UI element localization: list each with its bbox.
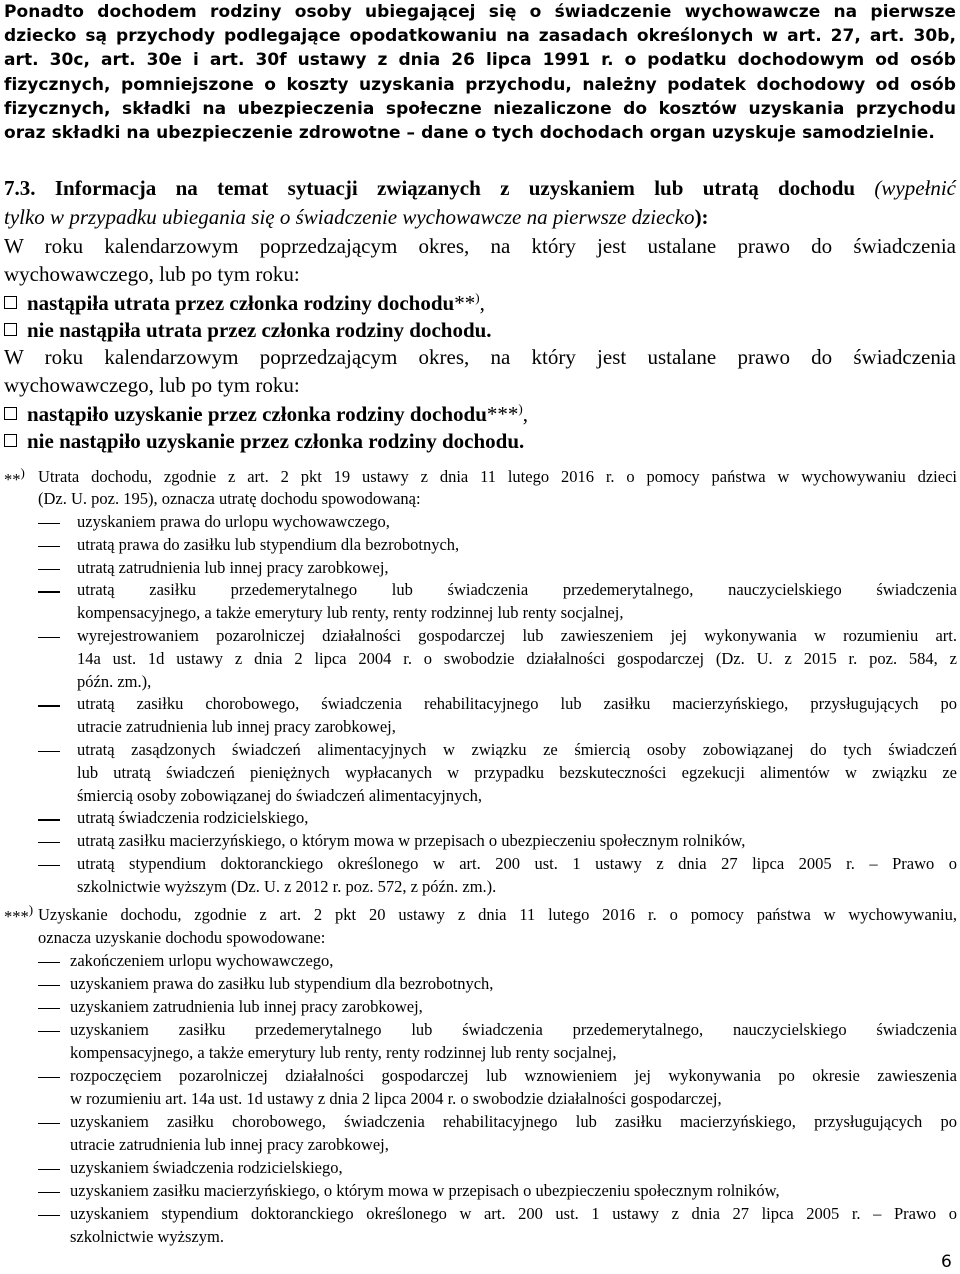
list-item-line: uzyskaniem prawa do urlopu wychowawczego,	[77, 512, 390, 531]
section-hint	[4, 205, 956, 230]
list-dash	[38, 842, 60, 843]
list-dash	[38, 1215, 60, 1216]
list-dash	[38, 1169, 60, 1170]
footnote-marker	[4, 465, 25, 490]
list-item-line: śmiercią osoby zobowiązanej do świadczeń alimentacyjnych,	[77, 785, 483, 805]
list-item-line: utratą prawa do zasiłku lub stypendium dla bezrobotnych,	[77, 534, 460, 554]
footnote-line: Utrata dochodu, zgodnie z art. 2 pkt 19 ustawy z dnia 11 lutego 2016 r. o pomocy państwa w wychowywaniu dzieci	[38, 467, 957, 486]
list-item-line: kompensacyjnego, a także emerytury lub renty, renty rodzinnej lub renty socjalnej,	[70, 1043, 617, 1062]
section-title: Informacja na temat sytuacji związanych z uzyskaniem lub utratą dochodu	[54, 176, 856, 200]
list-dash	[38, 865, 60, 866]
list-item-line: kompensacyjnego, a także emerytury lub renty, renty rodzinnej lub renty socjalnej,	[77, 603, 624, 623]
option-income-not-lost[interactable]	[4, 318, 956, 343]
list-item-line: uzyskaniem zatrudnienia lub innej pracy zarobkowej,	[70, 997, 423, 1016]
option-label: nie nastąpiło uzyskanie przez członka rodziny dochodu.	[27, 429, 525, 453]
intro-line: fizycznych, pomniejszone o koszty uzyskania przychodu, należny podatek dochodowy od osób	[4, 74, 956, 95]
footnote-line: Uzyskanie dochodu, zgodnie z art. 2 pkt 20 ustawy z dnia 11 lutego 2016 r. o pomocy państwa w wychowywaniu,	[38, 905, 957, 924]
list-item-line: rozpoczęciem pozarolniczej działalności gospodarczej lub wznowieniem jej wykonywania po okresie zawieszenia	[70, 1066, 957, 1085]
page-number: 6	[941, 1252, 952, 1272]
list-item-line: utratą świadczenia rodzicielskiego,	[77, 808, 309, 828]
section-heading	[4, 176, 956, 201]
section-hint-close: ):	[694, 205, 709, 229]
list-dash	[38, 985, 60, 986]
checkbox[interactable]	[4, 434, 17, 447]
list-dash	[38, 591, 60, 592]
list-item-line: uzyskaniem świadczenia rodzicielskiego,	[70, 1158, 343, 1177]
section-hint-text: tylko w przypadku ubiegania się o świadczenie wychowawcze na pierwsze dziecko	[4, 205, 695, 229]
list-dash	[38, 546, 60, 547]
list-item-line: utratą zasiłku chorobowego, świadczenia rehabilitacyjnego lub zasiłku macierzyńskiego, przysługujących po	[77, 694, 957, 714]
checkbox[interactable]	[4, 323, 17, 336]
list-item-line: utratą zatrudnienia lub innej pracy zarobkowej,	[77, 557, 389, 577]
list-dash	[38, 819, 60, 820]
list-item-line: 14a ust. 1d ustawy z dnia 2 lipca 2004 r. o swobodzie działalności gospodarczej (Dz. U. z 2015 r. poz. 584, z	[77, 648, 957, 668]
para1-line: wychowawczego, lub po tym roku:	[4, 262, 300, 286]
footnote-line: oznacza uzyskanie dochodu spowodowane:	[38, 928, 326, 947]
list-dash	[38, 569, 60, 570]
list-item-line: utracie zatrudnienia lub innej pracy zarobkowej,	[70, 1135, 389, 1154]
footnote-ref: **	[454, 291, 476, 315]
list-dash	[38, 1123, 60, 1124]
list-item-line: utracie zatrudnienia lub innej pracy zarobkowej,	[77, 717, 396, 737]
option-income-lost[interactable]	[4, 290, 956, 316]
list-item-line: wyrejestrowaniem pozarolniczej działalności gospodarczej lub zawieszeniem jej wykonywania w rozumieniu art.	[77, 626, 957, 645]
list-dash	[38, 1031, 60, 1032]
list-item-line: zakończeniem urlopu wychowawczego,	[70, 951, 334, 970]
checkbox[interactable]	[4, 407, 17, 420]
option-income-gained[interactable]	[4, 401, 956, 427]
footnote-ref-sup: )	[518, 401, 523, 416]
list-item-line: szkolnictwie wyższym (Dz. U. z 2012 r. poz. 572, z późn. zm.).	[77, 876, 497, 896]
intro-line: Ponadto dochodem rodziny osoby ubiegającej się o świadczenie wychowawcze na pierwsze	[4, 2, 956, 22]
list-item-line: utratą zasiłku przedemerytalnego lub świadczenia przedemerytalnego, nauczycielskiego świadczenia	[77, 580, 957, 600]
footnote-mark-sup: )	[28, 902, 34, 917]
list-item-line: uzyskaniem zasiłku przedemerytalnego lub świadczenia przedemerytalnego, nauczycielskiego świadczenia	[70, 1020, 957, 1039]
section-hint-open: (wypełnić	[874, 176, 957, 200]
list-item-line: utratą zasądzonych świadczeń alimentacyjnych w związku ze śmiercią osoby zobowiązanej do tych świadczeń	[77, 740, 957, 759]
footnote-ref: ***	[486, 402, 519, 426]
list-dash	[38, 1077, 60, 1078]
list-dash	[38, 1192, 60, 1193]
intro-line: fizycznych, składki na ubezpieczenia społeczne niezaliczone do kosztów uzyskania przychodu	[4, 98, 956, 119]
list-dash	[38, 637, 60, 638]
footnote-line: (Dz. U. poz. 195), oznacza utratę dochodu spowodowaną:	[38, 489, 421, 508]
list-item-line: szkolnictwie wyższym.	[70, 1227, 224, 1246]
list-dash	[38, 523, 60, 524]
para2-line: W roku kalendarzowym poprzedzającym okres, na który jest ustalane prawo do świadczenia	[4, 345, 956, 369]
intro-paragraph	[4, 0, 956, 145]
option-income-not-gained[interactable]	[4, 429, 956, 454]
checkbox[interactable]	[4, 296, 17, 309]
intro-line: oraz składki na ubezpieczenie zdrowotne – dane o tych dochodach organ uzyskuje samodzielnie.	[4, 123, 935, 144]
para2-line: wychowawczego, lub po tym roku:	[4, 373, 300, 397]
list-item-line: uzyskaniem zasiłku chorobowego, świadczenia rehabilitacyjnego lub zasiłku macierzyńskiego, przysługujących po	[70, 1112, 957, 1131]
section-number: 7.3.	[4, 176, 36, 200]
list-item-line: utratą zasiłku macierzyńskiego, o którym mowa w przepisach o ubezpieczeniu społecznym rolników,	[77, 831, 746, 851]
list-item-line: uzyskaniem zasiłku macierzyńskiego, o którym mowa w przepisach o ubezpieczeniu społecznym rolników,	[70, 1181, 780, 1200]
list-dash	[38, 962, 60, 963]
footnote-ref-sup: )	[475, 290, 480, 305]
intro-line: art. 30c, art. 30e i art. 30f ustawy z dnia 26 lipca 1991 r. o podatku dochodowym od osób	[4, 50, 956, 71]
option-label: nie nastąpiła utrata przez członka rodziny dochodu.	[27, 318, 492, 342]
intro-line: dziecko są przychody podlegające opodatkowaniu na zasadach określonych w art. 27, art. 30b,	[4, 26, 956, 47]
footnote-mark: ***	[4, 907, 29, 926]
list-dash	[38, 1008, 60, 1009]
option-label: nastąpiło uzyskanie przez członka rodziny dochodu	[27, 402, 487, 426]
list-dash	[38, 751, 60, 752]
option-label: nastąpiła utrata przez członka rodziny dochodu	[27, 291, 455, 315]
footnote-marker	[4, 902, 33, 927]
option-comma: ,	[522, 402, 529, 426]
para1-line: W roku kalendarzowym poprzedzającym okres, na który jest ustalane prawo do świadczenia	[4, 234, 956, 258]
list-item-line: uzyskaniem stypendium doktoranckiego określonego w art. 200 ust. 1 ustawy z dnia 27 lipca 2005 r. – Prawo o	[70, 1204, 957, 1223]
list-item-line: utratą stypendium doktoranckiego określonego w art. 200 ust. 1 ustawy z dnia 27 lipca 2005 r. – Prawo o	[77, 854, 957, 873]
list-item-line: późn. zm.),	[77, 671, 152, 691]
list-item-line: lub utratą świadczeń pieniężnych wypłacanych w przypadku bezskuteczności egzekucji alimentów w związku ze	[77, 762, 957, 782]
option-comma: ,	[479, 291, 485, 315]
list-item-line: w rozumieniu art. 14a ust. 1d ustawy z dnia 2 lipca 2004 r. o swobodzie działalności gospodarczej,	[70, 1089, 722, 1108]
footnote-mark-sup: )	[20, 465, 25, 480]
list-dash	[38, 705, 60, 706]
list-item-line: uzyskaniem prawa do zasiłku lub stypendium dla bezrobotnych,	[70, 974, 494, 993]
footnote-mark: **	[4, 470, 21, 489]
